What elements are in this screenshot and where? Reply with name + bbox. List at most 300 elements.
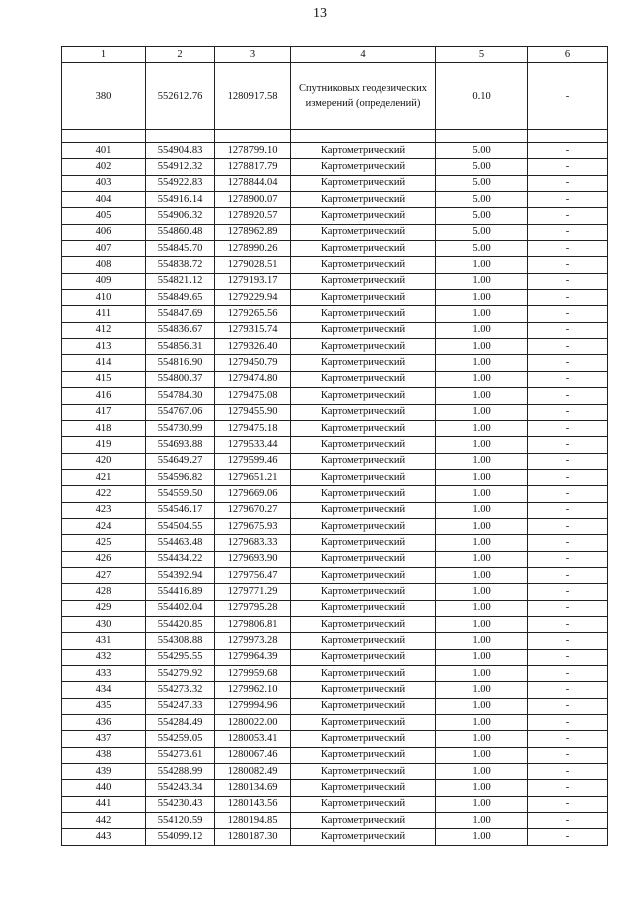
accuracy-cell: 1.00 bbox=[436, 486, 528, 502]
empty-cell bbox=[62, 130, 146, 143]
accuracy-cell: 1.00 bbox=[436, 437, 528, 453]
x-coordinate-cell: 554463.48 bbox=[146, 535, 215, 551]
x-coordinate-cell: 554247.33 bbox=[146, 698, 215, 714]
x-coordinate-cell: 554847.69 bbox=[146, 306, 215, 322]
point-number-cell: 406 bbox=[62, 224, 146, 240]
accuracy-cell: 1.00 bbox=[436, 388, 528, 404]
table-row bbox=[62, 829, 608, 845]
coordinates-table bbox=[61, 46, 608, 846]
note-cell: - bbox=[528, 666, 608, 682]
note-cell: - bbox=[528, 796, 608, 812]
point-number-cell: 422 bbox=[62, 486, 146, 502]
y-coordinate-cell: 1278817.79 bbox=[215, 159, 291, 175]
accuracy-cell: 1.00 bbox=[436, 567, 528, 583]
table-row bbox=[62, 682, 608, 698]
table-row bbox=[62, 306, 608, 322]
method-cell: Картометрический bbox=[291, 731, 436, 747]
point-number-cell: 417 bbox=[62, 404, 146, 420]
table-row bbox=[62, 486, 608, 502]
note-cell: - bbox=[528, 175, 608, 191]
y-coordinate-cell: 1279455.90 bbox=[215, 404, 291, 420]
point-number-cell: 432 bbox=[62, 649, 146, 665]
method-cell: Картометрический bbox=[291, 502, 436, 518]
accuracy-cell: 1.00 bbox=[436, 371, 528, 387]
table-row bbox=[62, 404, 608, 420]
y-coordinate-cell: 1279756.47 bbox=[215, 567, 291, 583]
note-cell: - bbox=[528, 224, 608, 240]
x-coordinate-cell: 554279.92 bbox=[146, 666, 215, 682]
method-cell: Картометрический bbox=[291, 535, 436, 551]
point-number-cell: 404 bbox=[62, 192, 146, 208]
x-coordinate-cell: 554392.94 bbox=[146, 567, 215, 583]
x-coordinate-cell: 554904.83 bbox=[146, 143, 215, 159]
table-row bbox=[62, 469, 608, 485]
method-cell: Картометрический bbox=[291, 241, 436, 257]
x-coordinate-cell: 554845.70 bbox=[146, 241, 215, 257]
table-row bbox=[62, 273, 608, 289]
method-cell: Картометрический bbox=[291, 796, 436, 812]
point-number-cell: 437 bbox=[62, 731, 146, 747]
note-cell: - bbox=[528, 600, 608, 616]
accuracy-cell: 1.00 bbox=[436, 633, 528, 649]
note-cell: - bbox=[528, 322, 608, 338]
accuracy-cell: 1.00 bbox=[436, 469, 528, 485]
table-row bbox=[62, 535, 608, 551]
x-coordinate-cell: 554416.89 bbox=[146, 584, 215, 600]
accuracy-cell: 1.00 bbox=[436, 420, 528, 436]
method-cell: Картометрический bbox=[291, 518, 436, 534]
y-coordinate-cell: 1279475.18 bbox=[215, 420, 291, 436]
table-row bbox=[62, 747, 608, 763]
point-number-cell: 407 bbox=[62, 241, 146, 257]
empty-cell bbox=[215, 130, 291, 143]
method-cell: Картометрический bbox=[291, 829, 436, 845]
table-row bbox=[62, 257, 608, 273]
x-coordinate-cell: 554259.05 bbox=[146, 731, 215, 747]
table-row bbox=[62, 224, 608, 240]
y-coordinate-cell: 1279973.28 bbox=[215, 633, 291, 649]
accuracy-cell: 1.00 bbox=[436, 600, 528, 616]
note-cell: - bbox=[528, 437, 608, 453]
x-coordinate-cell: 554273.61 bbox=[146, 747, 215, 763]
x-coordinate-cell: 554821.12 bbox=[146, 273, 215, 289]
method-cell: Картометрический bbox=[291, 616, 436, 632]
accuracy-cell: 1.00 bbox=[436, 502, 528, 518]
point-number-cell: 431 bbox=[62, 633, 146, 649]
method-cell: Картометрический bbox=[291, 715, 436, 731]
point-number-cell: 419 bbox=[62, 437, 146, 453]
accuracy-cell: 1.00 bbox=[436, 682, 528, 698]
x-coordinate-cell: 554836.67 bbox=[146, 322, 215, 338]
method-cell: Картометрический bbox=[291, 649, 436, 665]
point-number-cell: 435 bbox=[62, 698, 146, 714]
x-coordinate-cell: 554559.50 bbox=[146, 486, 215, 502]
point-number-cell: 421 bbox=[62, 469, 146, 485]
method-cell: Картометрический bbox=[291, 567, 436, 583]
note-cell: - bbox=[528, 143, 608, 159]
point-number-cell: 416 bbox=[62, 388, 146, 404]
x-coordinate-cell: 554308.88 bbox=[146, 633, 215, 649]
column-header-3: 3 bbox=[215, 47, 291, 63]
method-cell: Картометрический bbox=[291, 698, 436, 714]
point-number-cell: 413 bbox=[62, 339, 146, 355]
method-cell: Картометрический bbox=[291, 682, 436, 698]
method-cell: Картометрический bbox=[291, 666, 436, 682]
y-coordinate-cell: 1279475.08 bbox=[215, 388, 291, 404]
accuracy-cell: 5.00 bbox=[436, 175, 528, 191]
accuracy-cell: 1.00 bbox=[436, 257, 528, 273]
point-number-cell: 425 bbox=[62, 535, 146, 551]
y-coordinate-cell: 1279670.27 bbox=[215, 502, 291, 518]
x-coordinate-cell: 554800.37 bbox=[146, 371, 215, 387]
note-cell: - bbox=[528, 567, 608, 583]
table-row bbox=[62, 584, 608, 600]
x-coordinate-cell: 554856.31 bbox=[146, 339, 215, 355]
y-coordinate-cell: 1280053.41 bbox=[215, 731, 291, 747]
x-coordinate-cell: 554916.14 bbox=[146, 192, 215, 208]
note-cell: - bbox=[528, 241, 608, 257]
table-row bbox=[62, 715, 608, 731]
table-row bbox=[62, 649, 608, 665]
table-row bbox=[62, 208, 608, 224]
accuracy-cell: 5.00 bbox=[436, 208, 528, 224]
table-row bbox=[62, 731, 608, 747]
accuracy-cell: 1.00 bbox=[436, 829, 528, 845]
note-cell: - bbox=[528, 192, 608, 208]
y-coordinate-cell: 1278962.89 bbox=[215, 224, 291, 240]
point-number-cell: 423 bbox=[62, 502, 146, 518]
method-cell: Картометрический bbox=[291, 469, 436, 485]
method-cell: Картометрический bbox=[291, 143, 436, 159]
point-number-cell: 438 bbox=[62, 747, 146, 763]
table-row bbox=[62, 633, 608, 649]
accuracy-cell: 5.00 bbox=[436, 192, 528, 208]
accuracy-cell: 1.00 bbox=[436, 404, 528, 420]
table-row bbox=[62, 420, 608, 436]
method-cell: Картометрический bbox=[291, 551, 436, 567]
table-row bbox=[62, 159, 608, 175]
point-number-cell: 411 bbox=[62, 306, 146, 322]
y-coordinate-cell: 1279229.94 bbox=[215, 290, 291, 306]
note-cell: - bbox=[528, 371, 608, 387]
method-cell: Картометрический bbox=[291, 159, 436, 175]
table-row bbox=[62, 192, 608, 208]
table-row bbox=[62, 290, 608, 306]
note-cell: - bbox=[528, 290, 608, 306]
accuracy-cell: 1.00 bbox=[436, 306, 528, 322]
table-row bbox=[62, 241, 608, 257]
x-coordinate-cell: 554767.06 bbox=[146, 404, 215, 420]
x-coordinate-cell: 554912.32 bbox=[146, 159, 215, 175]
y-coordinate-cell: 1280022.00 bbox=[215, 715, 291, 731]
x-coordinate-cell: 554784.30 bbox=[146, 388, 215, 404]
table-row bbox=[62, 388, 608, 404]
point-number-cell: 412 bbox=[62, 322, 146, 338]
note-cell: - bbox=[528, 518, 608, 534]
table-row bbox=[62, 453, 608, 469]
table-row bbox=[62, 567, 608, 583]
method-cell: Спутниковых геодезических измерений (определений) bbox=[291, 63, 436, 130]
note-cell: - bbox=[528, 829, 608, 845]
y-coordinate-cell: 1279193.17 bbox=[215, 273, 291, 289]
point-number-cell: 402 bbox=[62, 159, 146, 175]
accuracy-cell: 1.00 bbox=[436, 339, 528, 355]
y-coordinate-cell: 1279959.68 bbox=[215, 666, 291, 682]
x-coordinate-cell: 554402.04 bbox=[146, 600, 215, 616]
accuracy-cell: 1.00 bbox=[436, 551, 528, 567]
x-coordinate-cell: 554230.43 bbox=[146, 796, 215, 812]
table-row bbox=[62, 355, 608, 371]
method-cell: Картометрический bbox=[291, 453, 436, 469]
method-cell: Картометрический bbox=[291, 290, 436, 306]
empty-cell bbox=[528, 130, 608, 143]
x-coordinate-cell: 554849.65 bbox=[146, 290, 215, 306]
y-coordinate-cell: 1279964.39 bbox=[215, 649, 291, 665]
accuracy-cell: 1.00 bbox=[436, 535, 528, 551]
x-coordinate-cell: 554816.90 bbox=[146, 355, 215, 371]
method-cell: Картометрический bbox=[291, 388, 436, 404]
y-coordinate-cell: 1279599.46 bbox=[215, 453, 291, 469]
y-coordinate-cell: 1279450.79 bbox=[215, 355, 291, 371]
x-coordinate-cell: 554860.48 bbox=[146, 224, 215, 240]
table-row bbox=[62, 796, 608, 812]
method-cell: Картометрический bbox=[291, 192, 436, 208]
note-cell: - bbox=[528, 616, 608, 632]
note-cell: - bbox=[528, 257, 608, 273]
column-header-1: 1 bbox=[62, 47, 146, 63]
y-coordinate-cell: 1279265.56 bbox=[215, 306, 291, 322]
y-coordinate-cell: 1279994.96 bbox=[215, 698, 291, 714]
point-number-cell: 408 bbox=[62, 257, 146, 273]
note-cell: - bbox=[528, 633, 608, 649]
x-coordinate-cell: 554295.55 bbox=[146, 649, 215, 665]
accuracy-cell: 0.10 bbox=[436, 63, 528, 130]
point-number-cell: 428 bbox=[62, 584, 146, 600]
y-coordinate-cell: 1279693.90 bbox=[215, 551, 291, 567]
empty-cell bbox=[291, 130, 436, 143]
point-number-cell: 442 bbox=[62, 813, 146, 829]
method-cell: Картометрический bbox=[291, 306, 436, 322]
point-number-cell: 430 bbox=[62, 616, 146, 632]
table-row bbox=[62, 551, 608, 567]
y-coordinate-cell: 1279651.21 bbox=[215, 469, 291, 485]
y-coordinate-cell: 1279474.80 bbox=[215, 371, 291, 387]
note-cell: - bbox=[528, 453, 608, 469]
x-coordinate-cell: 554243.34 bbox=[146, 780, 215, 796]
accuracy-cell: 1.00 bbox=[436, 649, 528, 665]
note-cell: - bbox=[528, 731, 608, 747]
accuracy-cell: 1.00 bbox=[436, 584, 528, 600]
accuracy-cell: 1.00 bbox=[436, 518, 528, 534]
table-row bbox=[62, 616, 608, 632]
accuracy-cell: 1.00 bbox=[436, 273, 528, 289]
point-number-cell: 439 bbox=[62, 764, 146, 780]
accuracy-cell: 5.00 bbox=[436, 224, 528, 240]
accuracy-cell: 1.00 bbox=[436, 715, 528, 731]
method-cell: Картометрический bbox=[291, 371, 436, 387]
y-coordinate-cell: 1278799.10 bbox=[215, 143, 291, 159]
table-row bbox=[62, 600, 608, 616]
method-cell: Картометрический bbox=[291, 175, 436, 191]
column-header-4: 4 bbox=[291, 47, 436, 63]
y-coordinate-cell: 1279326.40 bbox=[215, 339, 291, 355]
note-cell: - bbox=[528, 306, 608, 322]
y-coordinate-cell: 1279683.33 bbox=[215, 535, 291, 551]
note-cell: - bbox=[528, 535, 608, 551]
point-number-cell: 410 bbox=[62, 290, 146, 306]
method-cell: Картометрический bbox=[291, 633, 436, 649]
note-cell: - bbox=[528, 63, 608, 130]
accuracy-cell: 1.00 bbox=[436, 453, 528, 469]
point-number-cell: 426 bbox=[62, 551, 146, 567]
y-coordinate-cell: 1280067.46 bbox=[215, 747, 291, 763]
point-number-cell: 440 bbox=[62, 780, 146, 796]
column-header-6: 6 bbox=[528, 47, 608, 63]
y-coordinate-cell: 1279028.51 bbox=[215, 257, 291, 273]
x-coordinate-cell: 554420.85 bbox=[146, 616, 215, 632]
point-number-cell: 405 bbox=[62, 208, 146, 224]
y-coordinate-cell: 1279675.93 bbox=[215, 518, 291, 534]
y-coordinate-cell: 1280917.58 bbox=[215, 63, 291, 130]
note-cell: - bbox=[528, 339, 608, 355]
method-cell: Картометрический bbox=[291, 747, 436, 763]
x-coordinate-cell: 554504.55 bbox=[146, 518, 215, 534]
table-row bbox=[62, 63, 608, 130]
table-header bbox=[62, 47, 608, 63]
note-cell: - bbox=[528, 780, 608, 796]
table-row bbox=[62, 322, 608, 338]
method-cell: Картометрический bbox=[291, 813, 436, 829]
table-row bbox=[62, 339, 608, 355]
accuracy-cell: 1.00 bbox=[436, 322, 528, 338]
point-number-cell: 401 bbox=[62, 143, 146, 159]
accuracy-cell: 5.00 bbox=[436, 159, 528, 175]
y-coordinate-cell: 1280134.69 bbox=[215, 780, 291, 796]
method-cell: Картометрический bbox=[291, 224, 436, 240]
y-coordinate-cell: 1279771.29 bbox=[215, 584, 291, 600]
x-coordinate-cell: 554099.12 bbox=[146, 829, 215, 845]
accuracy-cell: 1.00 bbox=[436, 290, 528, 306]
accuracy-cell: 1.00 bbox=[436, 666, 528, 682]
note-cell: - bbox=[528, 715, 608, 731]
method-cell: Картометрический bbox=[291, 339, 436, 355]
method-cell: Картометрический bbox=[291, 208, 436, 224]
y-coordinate-cell: 1279669.06 bbox=[215, 486, 291, 502]
accuracy-cell: 1.00 bbox=[436, 780, 528, 796]
y-coordinate-cell: 1279806.81 bbox=[215, 616, 291, 632]
method-cell: Картометрический bbox=[291, 437, 436, 453]
x-coordinate-cell: 554649.27 bbox=[146, 453, 215, 469]
y-coordinate-cell: 1278920.57 bbox=[215, 208, 291, 224]
note-cell: - bbox=[528, 469, 608, 485]
page-number: 13 bbox=[313, 6, 327, 21]
column-header-2: 2 bbox=[146, 47, 215, 63]
x-coordinate-cell: 554922.83 bbox=[146, 175, 215, 191]
point-number-cell: 434 bbox=[62, 682, 146, 698]
note-cell: - bbox=[528, 273, 608, 289]
note-cell: - bbox=[528, 486, 608, 502]
y-coordinate-cell: 1280082.49 bbox=[215, 764, 291, 780]
y-coordinate-cell: 1278990.26 bbox=[215, 241, 291, 257]
point-number-cell: 427 bbox=[62, 567, 146, 583]
point-number-cell: 433 bbox=[62, 666, 146, 682]
note-cell: - bbox=[528, 404, 608, 420]
accuracy-cell: 1.00 bbox=[436, 355, 528, 371]
y-coordinate-cell: 1279315.74 bbox=[215, 322, 291, 338]
empty-cell bbox=[436, 130, 528, 143]
method-cell: Картометрический bbox=[291, 584, 436, 600]
note-cell: - bbox=[528, 208, 608, 224]
table-row bbox=[62, 371, 608, 387]
note-cell: - bbox=[528, 502, 608, 518]
method-cell: Картометрический bbox=[291, 780, 436, 796]
y-coordinate-cell: 1280187.30 bbox=[215, 829, 291, 845]
method-cell: Картометрический bbox=[291, 257, 436, 273]
note-cell: - bbox=[528, 698, 608, 714]
accuracy-cell: 1.00 bbox=[436, 813, 528, 829]
table-row bbox=[62, 502, 608, 518]
x-coordinate-cell: 554120.59 bbox=[146, 813, 215, 829]
point-number-cell: 415 bbox=[62, 371, 146, 387]
y-coordinate-cell: 1279795.28 bbox=[215, 600, 291, 616]
table-row bbox=[62, 666, 608, 682]
method-cell: Картометрический bbox=[291, 486, 436, 502]
point-number-cell: 409 bbox=[62, 273, 146, 289]
table-row bbox=[62, 437, 608, 453]
y-coordinate-cell: 1278900.07 bbox=[215, 192, 291, 208]
y-coordinate-cell: 1278844.04 bbox=[215, 175, 291, 191]
header-row bbox=[62, 47, 608, 63]
method-cell: Картометрический bbox=[291, 404, 436, 420]
column-header-5: 5 bbox=[436, 47, 528, 63]
table-row bbox=[62, 780, 608, 796]
table-head-rows bbox=[62, 63, 608, 143]
x-coordinate-cell: 554906.32 bbox=[146, 208, 215, 224]
point-number-cell: 443 bbox=[62, 829, 146, 845]
method-cell: Картометрический bbox=[291, 322, 436, 338]
note-cell: - bbox=[528, 388, 608, 404]
method-cell: Картометрический bbox=[291, 355, 436, 371]
accuracy-cell: 5.00 bbox=[436, 143, 528, 159]
note-cell: - bbox=[528, 584, 608, 600]
x-coordinate-cell: 554288.99 bbox=[146, 764, 215, 780]
table-row bbox=[62, 764, 608, 780]
note-cell: - bbox=[528, 355, 608, 371]
accuracy-cell: 1.00 bbox=[436, 616, 528, 632]
point-number-cell: 429 bbox=[62, 600, 146, 616]
accuracy-cell: 1.00 bbox=[436, 764, 528, 780]
x-coordinate-cell: 552612.76 bbox=[146, 63, 215, 130]
x-coordinate-cell: 554284.49 bbox=[146, 715, 215, 731]
table-row bbox=[62, 143, 608, 159]
x-coordinate-cell: 554596.82 bbox=[146, 469, 215, 485]
table-row bbox=[62, 813, 608, 829]
table-row bbox=[62, 518, 608, 534]
x-coordinate-cell: 554273.32 bbox=[146, 682, 215, 698]
point-number-cell: 380 bbox=[62, 63, 146, 130]
accuracy-cell: 5.00 bbox=[436, 241, 528, 257]
method-cell: Картометрический bbox=[291, 273, 436, 289]
method-cell: Картометрический bbox=[291, 420, 436, 436]
x-coordinate-cell: 554546.17 bbox=[146, 502, 215, 518]
y-coordinate-cell: 1280143.56 bbox=[215, 796, 291, 812]
method-cell: Картометрический bbox=[291, 764, 436, 780]
accuracy-cell: 1.00 bbox=[436, 796, 528, 812]
x-coordinate-cell: 554838.72 bbox=[146, 257, 215, 273]
accuracy-cell: 1.00 bbox=[436, 747, 528, 763]
y-coordinate-cell: 1279962.10 bbox=[215, 682, 291, 698]
x-coordinate-cell: 554693.88 bbox=[146, 437, 215, 453]
